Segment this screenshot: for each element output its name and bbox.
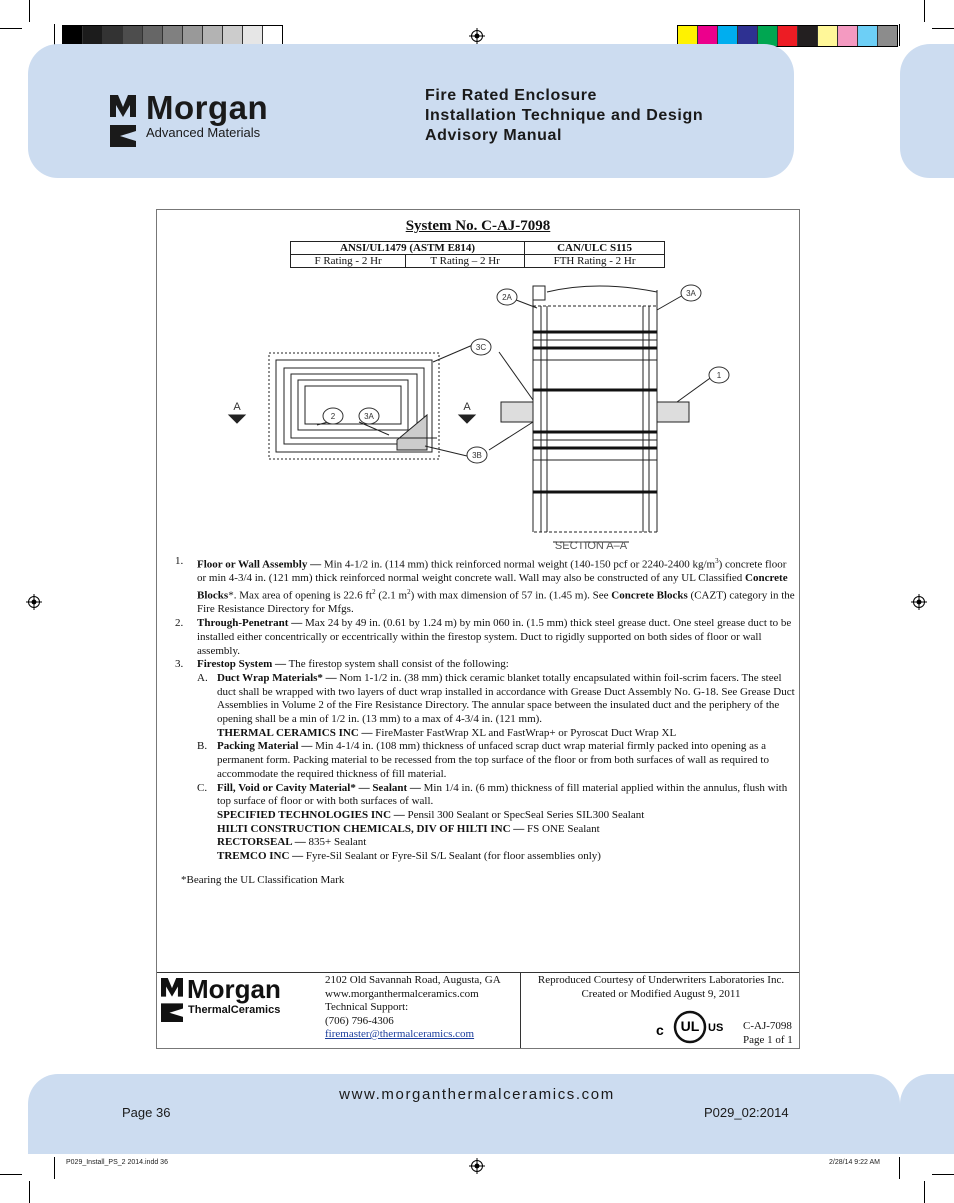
sub-item-letter: B.	[197, 740, 208, 753]
registration-mark-icon	[26, 594, 42, 610]
crop-mark	[54, 24, 55, 46]
morgan-mark-icon	[161, 978, 183, 1022]
manufacturer: THERMAL CERAMICS INC —	[217, 726, 373, 739]
crop-mark	[932, 1174, 954, 1175]
system-title: System No. C-AJ-7098	[405, 218, 551, 234]
support-label: Technical Support:	[325, 1001, 409, 1013]
ratings-header-ulc: CAN/ULC S115	[525, 242, 665, 255]
callout-2: 2	[330, 412, 336, 421]
sub-item-heading: Duct Wrap Materials* —	[217, 671, 337, 684]
item-3a	[197, 672, 797, 741]
sheet-page: Page 1 of 1	[743, 1033, 793, 1046]
divider	[520, 972, 521, 1048]
superscript: 2	[407, 588, 411, 597]
item-number: 3.	[175, 658, 184, 671]
slug-filename: P029_Install_PS_2 2014.indd 36	[66, 1159, 168, 1166]
callout-3a: 3A	[364, 412, 374, 421]
ul-courtesy-block	[523, 974, 799, 1001]
registration-mark-icon	[911, 594, 927, 610]
registration-mark-icon	[469, 28, 485, 44]
address: 2102 Old Savannah Road, Augusta, GA	[325, 974, 501, 986]
page-number: Page 36	[122, 1105, 171, 1120]
logo-wordmark: Morgan	[146, 89, 269, 126]
sub-item-text: Min 4-1/4 in. (108 mm) thickness of unfaced scrap duct wrap material firmly packed into opening as a permanent form. Packing material to be recessed from the top surface of the floor or from both surfaces of wall as required to accommodate the required thickness of fill material.	[217, 740, 769, 780]
section-caption: SECTION A–A	[554, 540, 628, 552]
callout-2a: 2A	[502, 293, 512, 302]
item-text: Min 4-1/2 in. (114 mm) thick reinforced normal weight (140-150 pcf or 2240-2400 kg/m	[321, 558, 716, 571]
crop-mark	[0, 1174, 22, 1175]
item-text: (2.1 m	[375, 589, 408, 602]
crop-mark	[29, 0, 30, 22]
item-heading: Floor or Wall Assembly —	[197, 558, 322, 571]
ul-label: UL	[680, 1018, 700, 1034]
phone: (706) 796-4306	[325, 1014, 394, 1027]
manual-title	[425, 86, 703, 146]
registration-mark-icon	[469, 1158, 485, 1174]
logo-subtitle: Advanced Materials	[146, 125, 261, 140]
callout-3b: 3B	[472, 451, 482, 460]
manufacturer: RECTORSEAL —	[217, 836, 306, 849]
item-number: 1.	[175, 555, 184, 567]
footer-website: www.morganthermalceramics.com	[339, 1086, 615, 1103]
superscript: 2	[372, 588, 376, 597]
manufacturer: SPECIFIED TECHNOLOGIES INC —	[217, 808, 405, 821]
publication-code: P029_02:2014	[704, 1105, 789, 1120]
fth-rating: FTH Rating - 2 Hr	[525, 255, 665, 268]
slug-date: 2/28/14 9:22 AM	[829, 1159, 880, 1166]
callout-1: 1	[716, 371, 722, 380]
ul-system-sheet	[156, 209, 800, 1049]
email-link[interactable]: firemaster@thermalceramics.com	[325, 1028, 475, 1040]
header-tab	[900, 44, 954, 178]
ratings-header-ansi: ANSI/UL1479 (ASTM E814)	[291, 242, 525, 255]
sub-item-letter: C.	[197, 781, 208, 794]
classification-note: *Bearing the UL Classification Mark	[181, 874, 345, 886]
item-text: ) concrete floor or min 4-3/4 in. (121 mm) thick reinforced normal weight concrete wall. Wall may also be constructed of any UL Classified	[197, 558, 787, 585]
sub-item-heading: Packing Material —	[217, 740, 313, 753]
ul-listing-mark	[654, 1010, 728, 1044]
item-emphasis: Concrete Blocks	[197, 572, 788, 602]
item-3	[175, 658, 797, 864]
callout-3a-top: 3A	[686, 289, 696, 298]
system-description	[175, 555, 797, 864]
product: Fyre-Sil Sealant or Fyre-Sil S/L Sealant (for floor assemblies only)	[303, 850, 601, 863]
manual-title-line: Fire Rated Enclosure	[425, 87, 598, 104]
sheet-id-block	[743, 1020, 793, 1047]
f-rating: F Rating - 2 Hr	[291, 255, 406, 268]
website: www.morganthermalceramics.com	[325, 987, 479, 1000]
crop-mark	[54, 1157, 55, 1179]
sub-item-heading: Fill, Void or Cavity Material* — Sealant —	[217, 781, 421, 794]
item-heading: Through-Penetrant —	[197, 617, 303, 630]
t-rating: T Rating – 2 Hr	[406, 255, 525, 268]
contact-block	[325, 974, 501, 1042]
superscript: 3	[715, 557, 719, 565]
manual-title-line: Advisory Manual	[425, 127, 563, 144]
sub-item-text: Nom 1-1/2 in. (38 mm) thick ceramic blanket totally encapsulated within foil-scrim facers. The steel duct shall be wrapped with two layers of duct wrap installed in accordance with Grease Duct Assembly No. G-18. See Grease Duct Assemblies in Volume 2 of the Fire Resistance Directory. The annular space between the insulated duct and the periphery of the opening shall be a min of 1/2 in. (13 mm) to a max of 4-3/4 in. (121 mm).	[217, 671, 795, 726]
created-date: Created or Modified August 9, 2011	[581, 987, 741, 1000]
crop-mark	[29, 1181, 30, 1203]
logo-wordmark: Morgan	[187, 974, 281, 1004]
logo-subtitle: ThermalCeramics	[188, 1004, 281, 1016]
item-text: Max 24 by 49 in. (0.61 by 1.24 m) by min 060 in. (1.5 mm) thick steel grease duct. One steel grease duct to be installed either concentrically or eccentrically within the firestop system. Duct to rigidly supported on both sides of floor or wall assembly.	[197, 617, 792, 657]
crop-mark	[899, 24, 900, 46]
courtesy-text: Reproduced Courtesy of Underwriters Laboratories Inc.	[537, 974, 785, 986]
system-code: C-AJ-7098	[743, 1020, 792, 1032]
section-arrow-label: A	[463, 401, 471, 413]
item-1	[175, 555, 797, 617]
crop-mark	[924, 0, 925, 22]
product: FireMaster FastWrap XL and FastWrap+ or Pyroscat Duct Wrap XL	[372, 726, 677, 739]
item-heading: Firestop System —	[197, 658, 287, 671]
manufacturer: TREMCO INC —	[217, 850, 304, 863]
item-text: *. Max area of opening is 22.6 ft	[228, 589, 373, 602]
item-text: The firestop system shall consist of the following:	[286, 658, 509, 671]
product: FS ONE Sealant	[524, 822, 600, 835]
crop-mark	[924, 1181, 925, 1203]
sub-item-letter: A.	[197, 671, 208, 684]
product: 835+ Sealant	[305, 836, 367, 849]
item-text: (CAZT) category in the Fire Resistance Directory for Mfgs.	[197, 589, 795, 616]
item-number: 2.	[175, 617, 184, 630]
manufacturer: HILTI CONSTRUCTION CHEMICALS, DIV OF HILTI INC —	[217, 822, 525, 835]
callout-3c: 3C	[475, 343, 487, 352]
item-text: ) with max dimension of 57 in. (1.45 m). See	[410, 589, 612, 602]
crop-mark	[899, 1157, 900, 1179]
item-3b	[197, 740, 797, 781]
crop-mark	[932, 28, 954, 29]
item-3c	[197, 782, 797, 864]
manual-title-line: Installation Technique and Design	[425, 107, 704, 124]
item-emphasis: Concrete Blocks	[611, 589, 688, 602]
product: Pensil 300 Sealant or SpecSeal Series SIL300 Sealant	[404, 808, 645, 821]
section-arrow-label: A	[233, 401, 241, 413]
sub-item-text: Min 1/4 in. (6 mm) thickness of fill material applied within the annulus, flush with top surface of floor or with both surfaces of wall.	[217, 781, 788, 808]
firestop-drawing	[157, 210, 799, 555]
crop-mark	[0, 28, 22, 29]
ul-c-label: c	[656, 1022, 664, 1038]
ul-us-label: US	[708, 1022, 724, 1034]
item-2	[175, 617, 797, 658]
morgan-mark-icon	[110, 95, 136, 147]
